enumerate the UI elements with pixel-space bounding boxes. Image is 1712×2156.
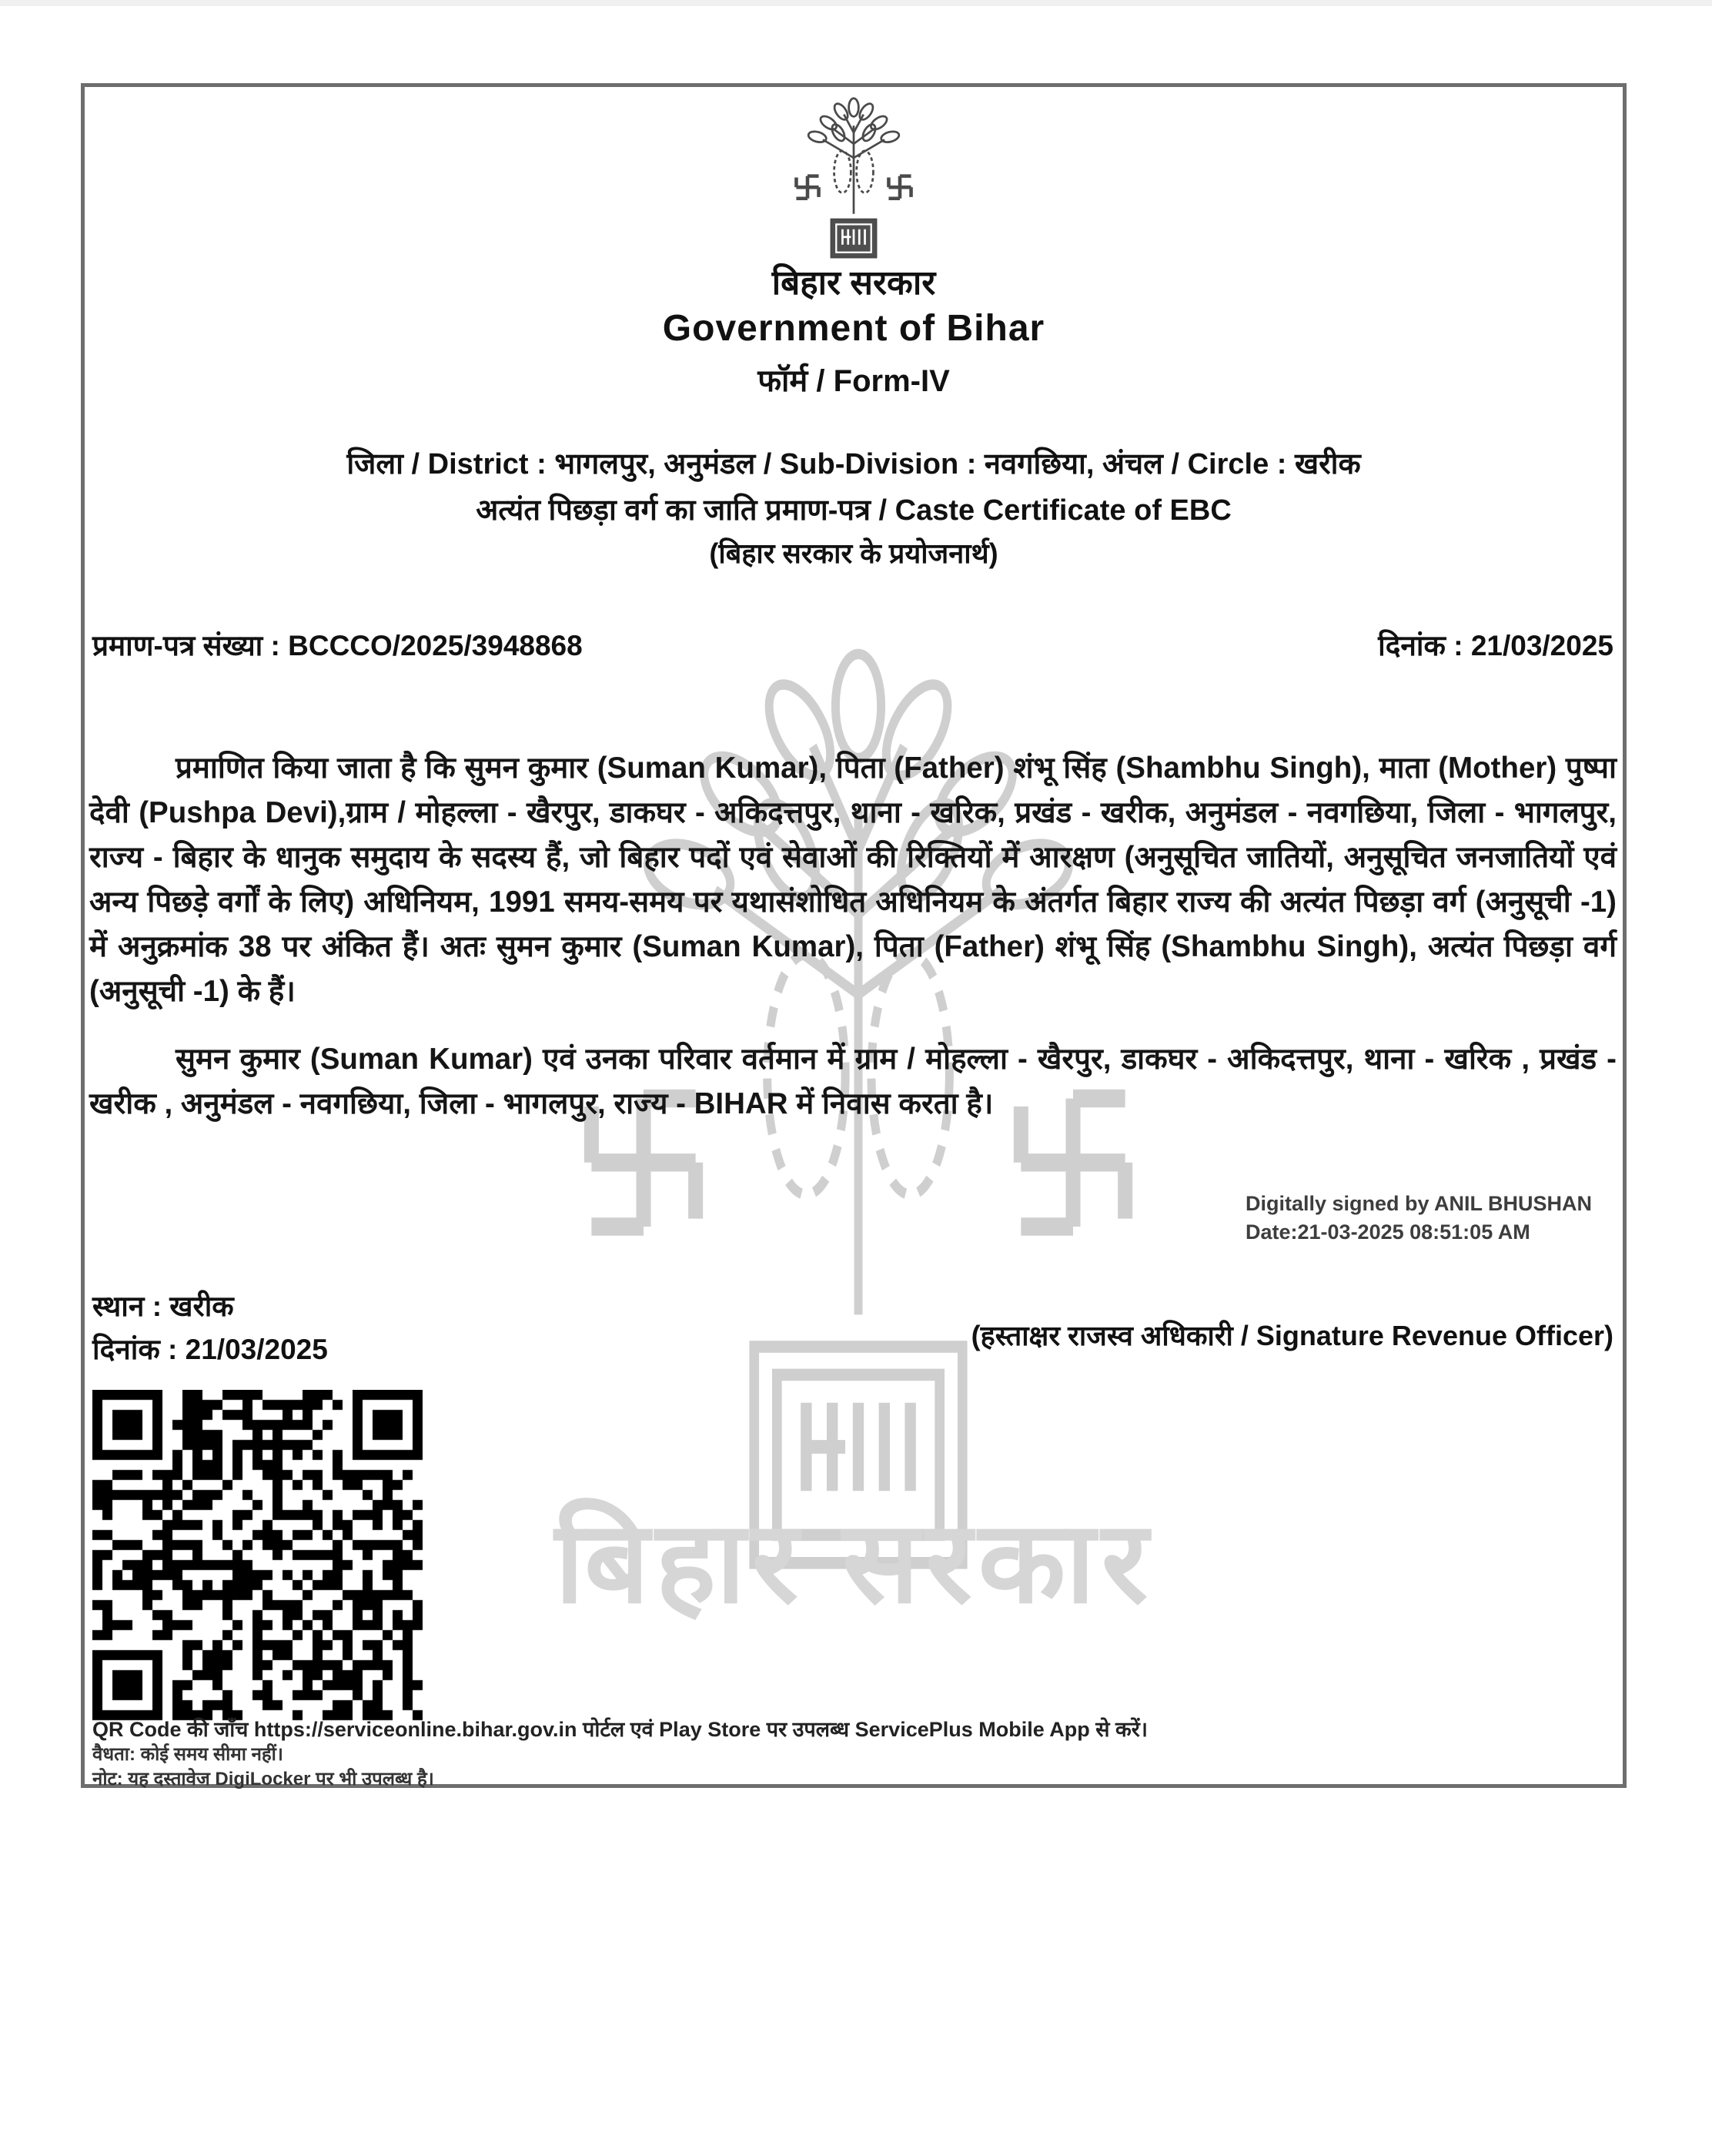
certificate-paragraph-2: सुमन कुमार (Suman Kumar) एवं उनका परिवार वर्तमान में ग्राम / मोहल्ला - खैरपुर, डाकघर - अकिदत्तपुर, थाना - खरिक , प्रखंड - खरीक , अनुमंडल - नवगछिया, जिला - भागलपुर, राज्य - BIHAR में निवास करता है। — [89, 1043, 1617, 1120]
certificate-border-frame — [81, 83, 1627, 1788]
bihar-government-logo-icon — [777, 93, 931, 269]
certificate-paragraph-1: प्रमाणित किया जाता है कि सुमन कुमार (Suman Kumar), पिता (Father) शंभू सिंह (Shambhu Singh), माता (Mother) पुष्पा देवी (Pushpa Devi),ग्राम / मोहल्ला - खैरपुर, डाकघर - अकिदत्तपुर, थाना - खरिक, प्रखंड - खरीक, अनुमंडल - नवगछिया, जिला - भागलपुर, राज्य - बिहार के धानुक समुदाय के सदस्य हैं, जो बिहार पदों एवं सेवाओं की रिक्तियों में आरक्षण (अनुसूचित जातियों, अनुसूचित जनजातियों एवं अन्य पिछड़े वर्गों के लिए) अधिनियम, 1991 समय-समय पर यथासंशोधित अधिनियम के अंतर्गत बिहार राज्य की अत्यंत पिछड़ा वर्ग (अनुसूची -1) में अनुक्रमांक 38 पर अंकित हैं। अतः सुमन कुमार (Suman Kumar), पिता (Father) शंभू सिंह (Shambhu Singh), अत्यंत पिछड़ा वर्ग (अनुसूची -1) के हैं। — [89, 752, 1617, 1008]
digital-signature-line2: Date:21-03-2025 08:51:05 AM — [1246, 1220, 1530, 1244]
logo-plaque — [831, 219, 876, 257]
place-line: स्थान : खरीक — [92, 1291, 234, 1322]
digital-signature-line1: Digitally signed by ANIL BHUSHAN — [1246, 1192, 1593, 1215]
footer-validity-line: वैधता: कोई समय सीमा नहीं। — [92, 1744, 283, 1765]
form-number-line: फॉर्म / Form-IV — [757, 364, 950, 398]
place-date-block — [92, 1285, 328, 1371]
purpose-line: (बिहार सरकार के प्रयोजनार्थ) — [709, 537, 998, 569]
header-title-hindi: बिहार सरकार — [771, 264, 936, 302]
officer-signature-line: (हस्ताक्षर राजस्व अधिकारी / Signature Revenue Officer) — [971, 1320, 1613, 1351]
issue-date-line: दिनांक : 21/03/2025 — [1378, 630, 1613, 661]
certificate-number-line: प्रमाण-पत्र संख्या : BCCCO/2025/3948868 — [92, 630, 583, 661]
watermark-text: बिहार सरकार — [554, 1499, 1155, 1626]
digital-signature-block — [1246, 1190, 1615, 1247]
logo-tree-icon — [808, 99, 901, 214]
header-title-english: Government of Bihar — [662, 308, 1045, 349]
footer-notes — [92, 1716, 1601, 1792]
qr-code — [92, 1390, 423, 1721]
footer-digilocker-line: नोट: यह दस्तावेज DigiLocker पर भी उपलब्ध है। — [92, 1769, 434, 1789]
footer-qr-verification-line: QR Code की जाँच https://serviceonline.bihar.gov.in पोर्टल एवं Play Store पर उपलब्ध ServicePlus Mobile App से करें। — [92, 1718, 1148, 1741]
logo-swastika-right-icon — [888, 176, 911, 199]
certificate-title-line: अत्यंत पिछड़ा वर्ग का जाति प्रमाण-पत्र / Caste Certificate of EBC — [476, 494, 1232, 527]
district-subdivision-circle-line: जिला / District : भागलपुर, अनुमंडल / Sub-Division : नवगछिया, अंचल / Circle : खरीक — [346, 448, 1361, 480]
date-line: दिनांक : 21/03/2025 — [92, 1334, 328, 1365]
page-top-edge — [0, 0, 1712, 6]
logo-swastika-left-icon — [796, 176, 818, 199]
